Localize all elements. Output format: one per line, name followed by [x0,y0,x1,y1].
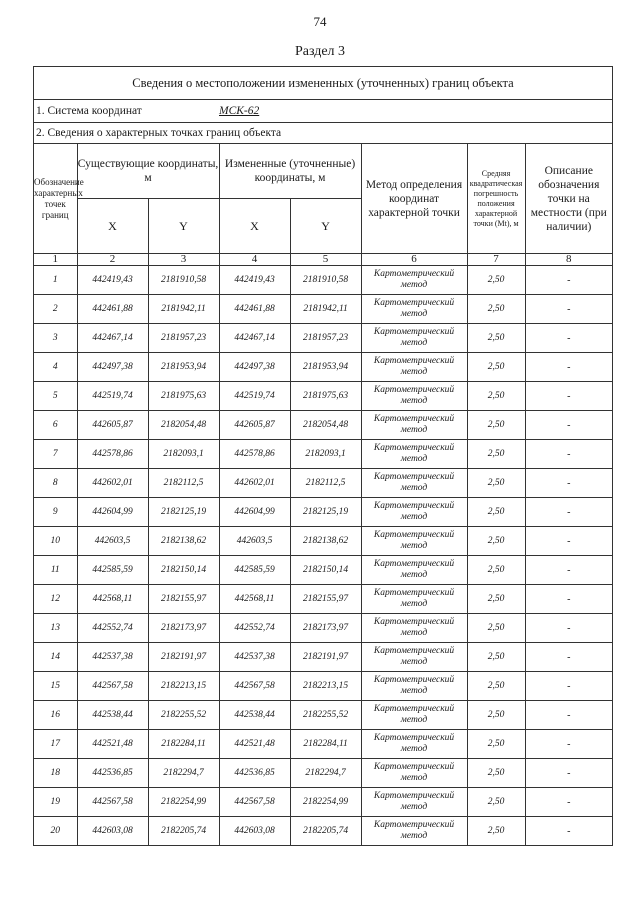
cell-error: 2,50 [467,614,525,643]
cell-error: 2,50 [467,440,525,469]
column-number: 4 [219,254,290,266]
cell-description: - [525,701,612,730]
cell-existing-y: 2182213,15 [148,672,219,701]
cell-changed-y: 2182093,1 [290,440,361,469]
cell-changed-y: 2181957,23 [290,324,361,353]
cell-error: 2,50 [467,672,525,701]
cell-method: Картометрический метод [361,759,467,788]
cell-point-id: 14 [34,643,77,672]
cell-changed-x: 442552,74 [219,614,290,643]
table-row [34,266,612,295]
cell-changed-x: 442603,08 [219,817,290,846]
cell-existing-x: 442419,43 [77,266,148,295]
cell-existing-y: 2181975,63 [148,382,219,411]
cell-description: - [525,759,612,788]
cell-method: Картометрический метод [361,672,467,701]
header-point-designation: Обозначение характерных точек границ [34,144,77,254]
column-number: 2 [77,254,148,266]
table-row [34,382,612,411]
cell-point-id: 10 [34,527,77,556]
cell-changed-x: 442567,58 [219,672,290,701]
cell-changed-y: 2182125,19 [290,498,361,527]
cell-description: - [525,353,612,382]
coordinate-system-value: МСК-62 [219,105,260,117]
cell-changed-y: 2182294,7 [290,759,361,788]
column-number: 6 [361,254,467,266]
cell-changed-x: 442467,14 [219,324,290,353]
cell-error: 2,50 [467,324,525,353]
cell-point-id: 16 [34,701,77,730]
table-row [34,556,612,585]
cell-existing-x: 442538,44 [77,701,148,730]
cell-error: 2,50 [467,295,525,324]
cell-existing-x: 442605,87 [77,411,148,440]
cell-existing-x: 442467,14 [77,324,148,353]
cell-existing-x: 442567,58 [77,788,148,817]
header-existing-coordinates: Существующие координаты, м [77,144,219,199]
cell-changed-y: 2181942,11 [290,295,361,324]
cell-description: - [525,817,612,846]
cell-existing-x: 442536,85 [77,759,148,788]
cell-existing-x: 442604,99 [77,498,148,527]
header-method: Метод определения координат характерной точки [361,144,467,254]
cell-existing-y: 2182191,97 [148,643,219,672]
cell-method: Картометрический метод [361,498,467,527]
cell-existing-x: 442568,11 [77,585,148,614]
cell-existing-x: 442497,38 [77,353,148,382]
cell-point-id: 17 [34,730,77,759]
cell-error: 2,50 [467,788,525,817]
cell-changed-x: 442519,74 [219,382,290,411]
cell-method: Картометрический метод [361,788,467,817]
cell-point-id: 5 [34,382,77,411]
cell-description: - [525,411,612,440]
coordinate-system-row [34,100,612,123]
cell-changed-y: 2181975,63 [290,382,361,411]
cell-error: 2,50 [467,498,525,527]
cell-point-id: 4 [34,353,77,382]
cell-point-id: 2 [34,295,77,324]
cell-description: - [525,324,612,353]
cell-existing-x: 442578,86 [77,440,148,469]
cell-changed-y: 2182173,97 [290,614,361,643]
section-title: Раздел 3 [294,44,346,59]
table-row [34,585,612,614]
cell-description: - [525,295,612,324]
cell-existing-y: 2182150,14 [148,556,219,585]
cell-description: - [525,382,612,411]
table-row [34,295,612,324]
cell-method: Картометрический метод [361,556,467,585]
cell-point-id: 9 [34,498,77,527]
cell-existing-y: 2182054,48 [148,411,219,440]
cell-changed-x: 442536,85 [219,759,290,788]
cell-method: Картометрический метод [361,266,467,295]
cell-changed-x: 442605,87 [219,411,290,440]
cell-existing-x: 442603,08 [77,817,148,846]
cell-changed-y: 2182191,97 [290,643,361,672]
cell-error: 2,50 [467,701,525,730]
cell-changed-x: 442567,58 [219,788,290,817]
cell-existing-y: 2182093,1 [148,440,219,469]
cell-changed-x: 442497,38 [219,353,290,382]
cell-changed-x: 442538,44 [219,701,290,730]
cell-description: - [525,440,612,469]
cell-point-id: 15 [34,672,77,701]
cell-existing-x: 442603,5 [77,527,148,556]
cell-changed-x: 442604,99 [219,498,290,527]
cell-existing-x: 442567,58 [77,672,148,701]
cell-changed-y: 2182254,99 [290,788,361,817]
cell-method: Картометрический метод [361,527,467,556]
cell-existing-y: 2181942,11 [148,295,219,324]
table-row [34,672,612,701]
table-row [34,817,612,846]
cell-changed-y: 2182284,11 [290,730,361,759]
cell-existing-x: 442461,88 [77,295,148,324]
cell-error: 2,50 [467,759,525,788]
cell-changed-x: 442521,48 [219,730,290,759]
cell-error: 2,50 [467,411,525,440]
cell-error: 2,50 [467,353,525,382]
table-row [34,730,612,759]
cell-method: Картометрический метод [361,382,467,411]
cell-changed-y: 2182155,97 [290,585,361,614]
cell-point-id: 6 [34,411,77,440]
column-number: 7 [467,254,525,266]
cell-description: - [525,266,612,295]
cell-changed-y: 2182255,52 [290,701,361,730]
cell-error: 2,50 [467,266,525,295]
cell-method: Картометрический метод [361,730,467,759]
cell-existing-y: 2182254,99 [148,788,219,817]
cell-description: - [525,527,612,556]
cell-point-id: 7 [34,440,77,469]
cell-error: 2,50 [467,730,525,759]
cell-method: Картометрический метод [361,411,467,440]
cell-description: - [525,556,612,585]
table-row [34,701,612,730]
cell-description: - [525,498,612,527]
cell-changed-y: 2182150,14 [290,556,361,585]
cell-method: Картометрический метод [361,817,467,846]
cell-method: Картометрический метод [361,585,467,614]
table-row [34,614,612,643]
column-number: 1 [34,254,77,266]
cell-point-id: 18 [34,759,77,788]
cell-existing-y: 2182284,11 [148,730,219,759]
cell-existing-y: 2181910,58 [148,266,219,295]
header-error: Средняя квадратическая погрешность положения характерной точки (Mt), м [467,144,525,254]
cell-description: - [525,672,612,701]
cell-error: 2,50 [467,527,525,556]
cell-method: Картометрический метод [361,701,467,730]
cell-existing-y: 2182125,19 [148,498,219,527]
cell-point-id: 8 [34,469,77,498]
header-existing-y: Y [148,199,219,254]
cell-changed-x: 442419,43 [219,266,290,295]
cell-method: Картометрический метод [361,324,467,353]
cell-error: 2,50 [467,585,525,614]
cell-changed-y: 2182112,5 [290,469,361,498]
cell-changed-x: 442461,88 [219,295,290,324]
cell-existing-y: 2181953,94 [148,353,219,382]
table-row [34,643,612,672]
cell-description: - [525,643,612,672]
cell-existing-x: 442585,59 [77,556,148,585]
table-row [34,324,612,353]
cell-error: 2,50 [467,817,525,846]
cell-existing-y: 2182294,7 [148,759,219,788]
cell-point-id: 11 [34,556,77,585]
cell-changed-x: 442602,01 [219,469,290,498]
cell-existing-x: 442552,74 [77,614,148,643]
cell-description: - [525,788,612,817]
cell-existing-x: 442537,38 [77,643,148,672]
cell-changed-y: 2182054,48 [290,411,361,440]
cell-method: Картометрический метод [361,469,467,498]
header-changed-y: Y [290,199,361,254]
cell-existing-y: 2182138,62 [148,527,219,556]
table-row [34,469,612,498]
cell-existing-x: 442519,74 [77,382,148,411]
cell-point-id: 19 [34,788,77,817]
header-existing-x: X [77,199,148,254]
cell-point-id: 12 [34,585,77,614]
cell-changed-x: 442603,5 [219,527,290,556]
column-number: 3 [148,254,219,266]
table-row [34,353,612,382]
header-changed-coordinates: Измененные (уточненные) координаты, м [219,144,361,199]
table-row [34,759,612,788]
cell-existing-y: 2182155,97 [148,585,219,614]
cell-point-id: 20 [34,817,77,846]
cell-changed-y: 2182213,15 [290,672,361,701]
boundary-table-sheet [33,66,613,846]
cell-existing-x: 442521,48 [77,730,148,759]
cell-existing-x: 442602,01 [77,469,148,498]
table-row [34,440,612,469]
cell-method: Картометрический метод [361,353,467,382]
cell-error: 2,50 [467,469,525,498]
cell-method: Картометрический метод [361,295,467,324]
cell-changed-y: 2182138,62 [290,527,361,556]
table-row [34,498,612,527]
table-row [34,788,612,817]
points-heading: 2. Сведения о характерных точках границ объекта [34,123,612,144]
cell-description: - [525,585,612,614]
cell-changed-x: 442537,38 [219,643,290,672]
column-number: 8 [525,254,612,266]
cell-description: - [525,614,612,643]
table-row [34,527,612,556]
cell-changed-x: 442578,86 [219,440,290,469]
cell-error: 2,50 [467,382,525,411]
cell-existing-y: 2181957,23 [148,324,219,353]
table-title: Сведения о местоположении измененных (уточненных) границ объекта [34,67,612,100]
cell-existing-y: 2182112,5 [148,469,219,498]
cell-description: - [525,469,612,498]
cell-point-id: 1 [34,266,77,295]
cell-existing-y: 2182205,74 [148,817,219,846]
header-description: Описание обозначения точки на местности (при наличии) [525,144,612,254]
cell-point-id: 13 [34,614,77,643]
cell-changed-y: 2181953,94 [290,353,361,382]
cell-changed-x: 442568,11 [219,585,290,614]
cell-existing-y: 2182255,52 [148,701,219,730]
table-row [34,411,612,440]
cell-method: Картометрический метод [361,440,467,469]
cell-description: - [525,730,612,759]
column-number: 5 [290,254,361,266]
column-number-row [34,254,612,266]
cell-error: 2,50 [467,556,525,585]
cell-existing-y: 2182173,97 [148,614,219,643]
header-changed-x: X [219,199,290,254]
cell-changed-y: 2181910,58 [290,266,361,295]
cell-error: 2,50 [467,643,525,672]
cell-method: Картометрический метод [361,643,467,672]
page-number: 74 [313,14,327,29]
points-table [34,144,612,846]
cell-changed-x: 442585,59 [219,556,290,585]
cell-point-id: 3 [34,324,77,353]
coordinate-system-label: 1. Система координат [36,105,142,117]
cell-changed-y: 2182205,74 [290,817,361,846]
cell-method: Картометрический метод [361,614,467,643]
